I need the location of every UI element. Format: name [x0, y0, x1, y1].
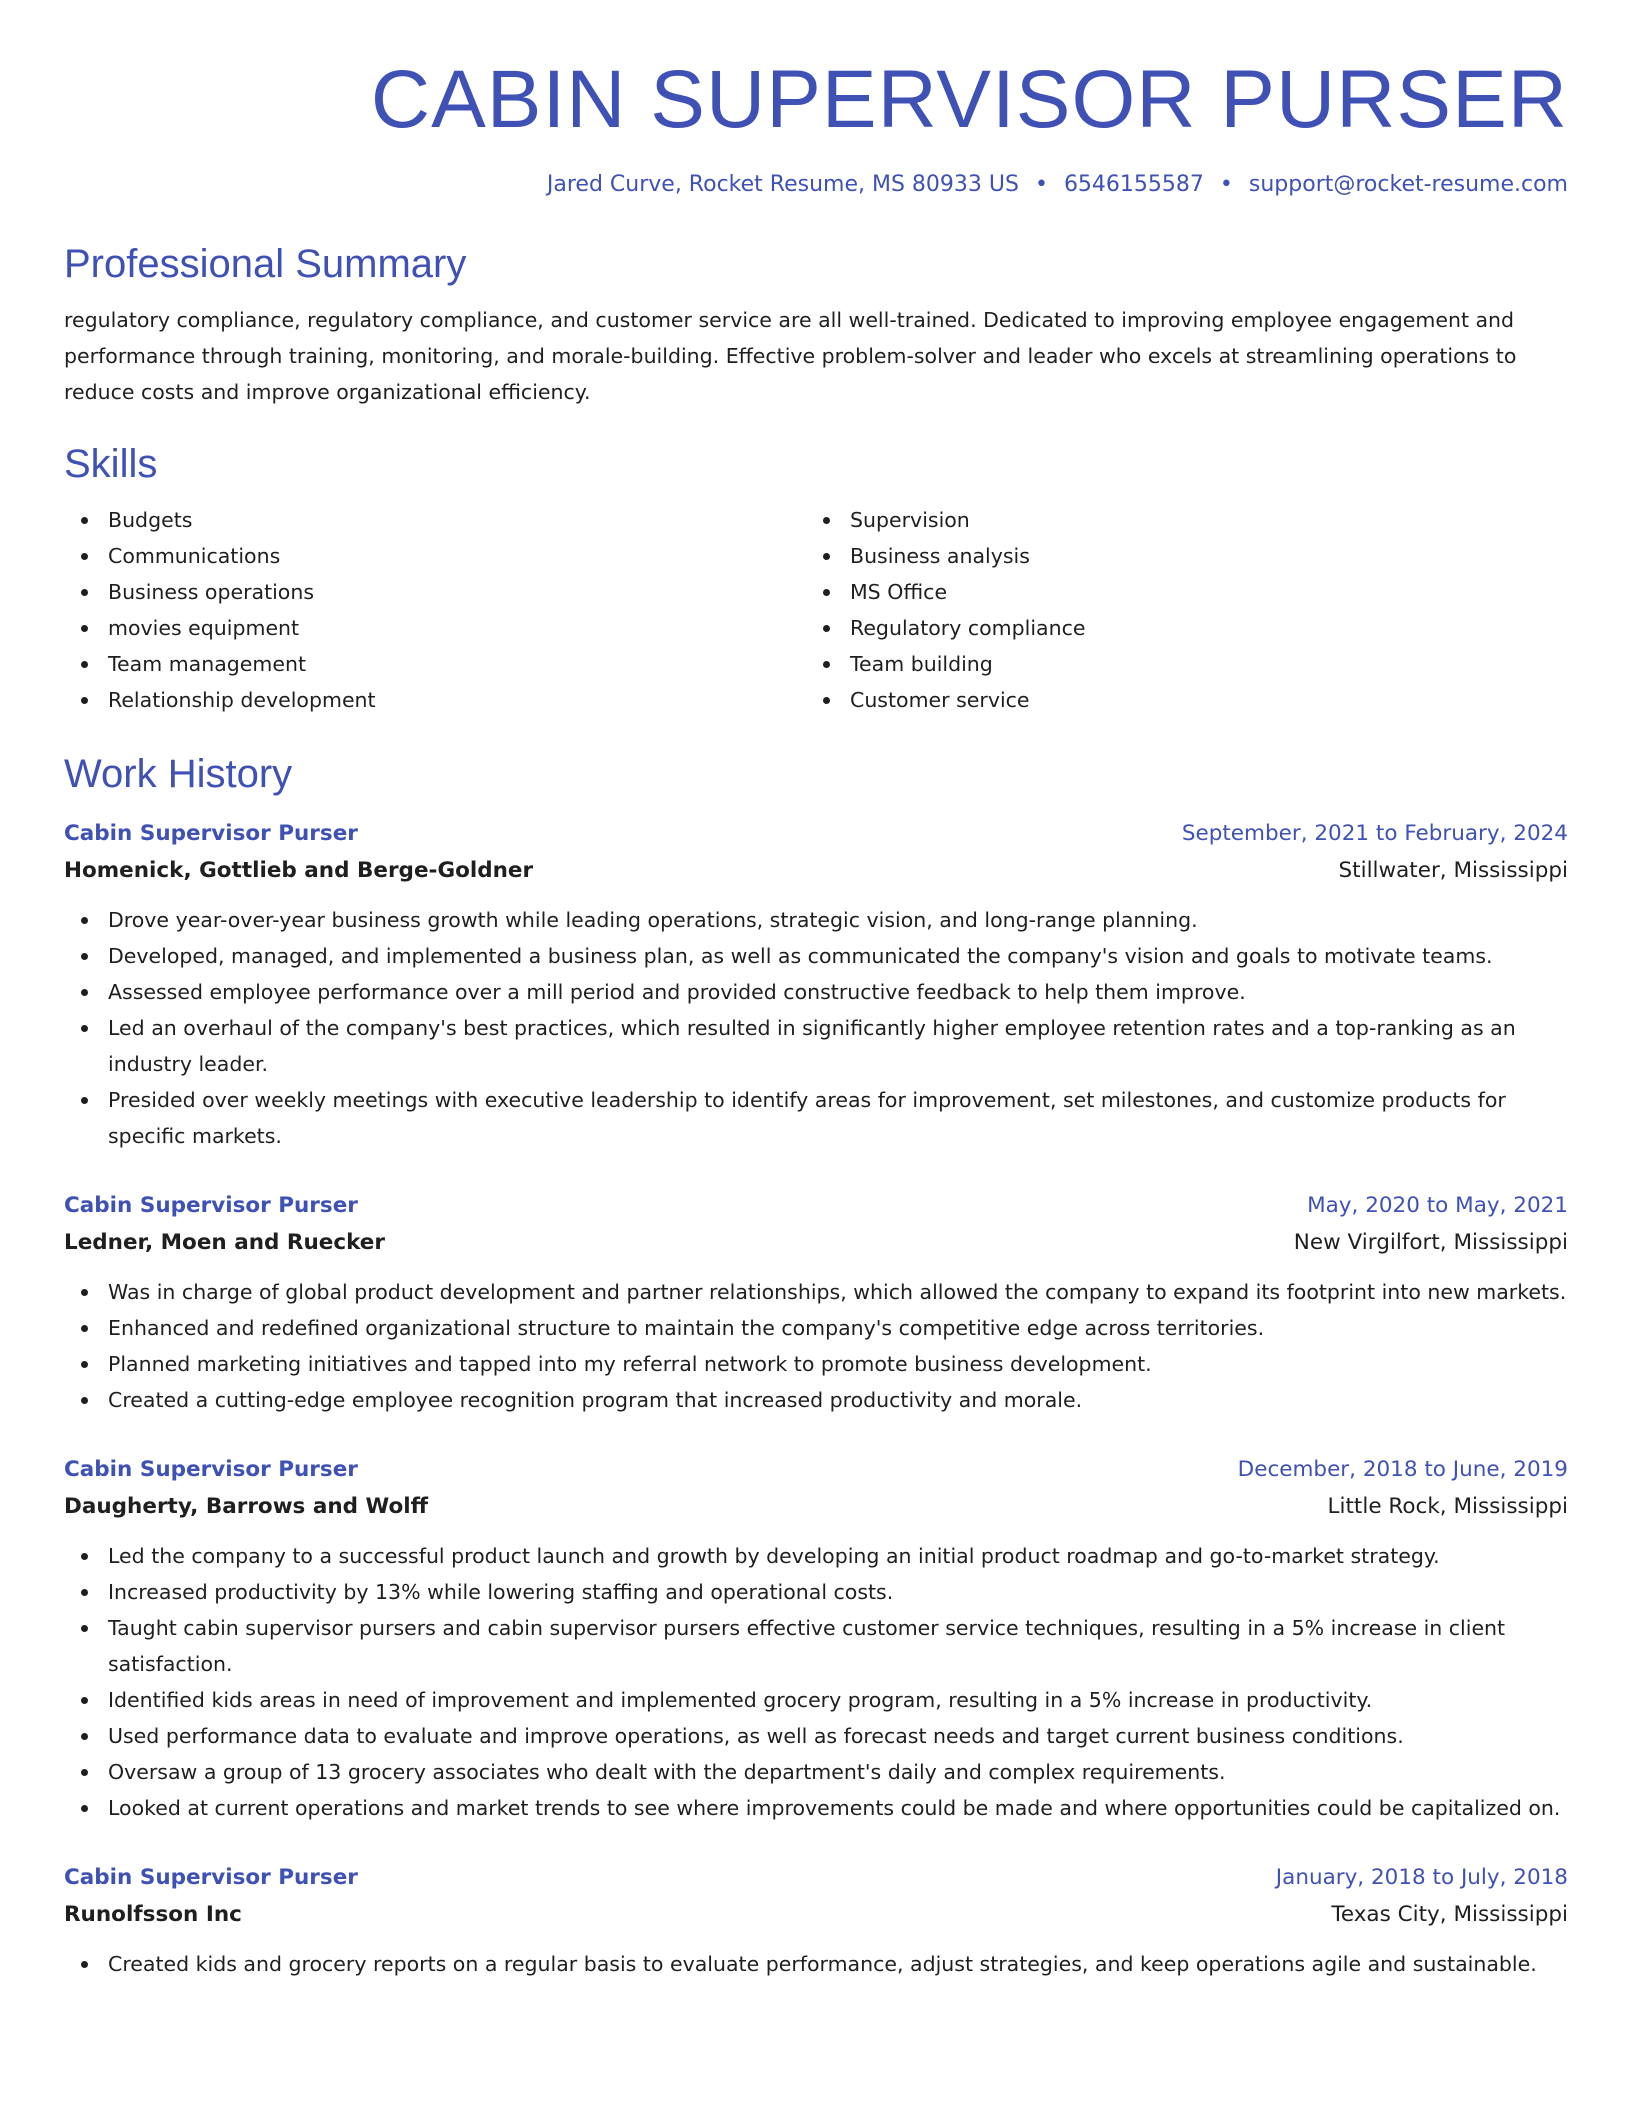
job-bullet: Developed, managed, and implemented a business plan, as well as communicated the company's vision and goals to motivate teams.: [64, 938, 1568, 974]
contact-email[interactable]: support@rocket-resume.com: [1248, 172, 1568, 197]
skills-list: [64, 502, 1568, 718]
job-bullet: Created a cutting-edge employee recognition program that increased productivity and morale.: [64, 1382, 1568, 1418]
contact-separator: •: [1219, 172, 1233, 197]
job-company: Runolfsson Inc: [64, 1902, 242, 1927]
job-title: Cabin Supervisor Purser: [64, 1193, 358, 1218]
work-history-heading: Work History: [64, 752, 293, 796]
job-dates: January, 2018 to July, 2018: [1275, 1865, 1568, 1890]
job-company-row: [64, 1896, 1568, 1934]
skills-column-left: [64, 502, 806, 718]
job-company: Daugherty, Barrows and Wolff: [64, 1494, 429, 1519]
job-bullet: Created kids and grocery reports on a regular basis to evaluate performance, adjust strategies, and keep operations agile and sustainable.: [64, 1946, 1568, 1982]
job-location: Little Rock, Mississippi: [1327, 1494, 1568, 1519]
job-location: New Virgilfort, Mississippi: [1293, 1230, 1568, 1255]
contact-separator: •: [1034, 172, 1048, 197]
job-title-row: [64, 1860, 1568, 1896]
job-title: Cabin Supervisor Purser: [64, 821, 358, 846]
resume-header: [64, 52, 1568, 200]
skill-item: Business analysis: [806, 538, 1548, 574]
job-bullets: [64, 902, 1568, 1154]
skill-item: movies equipment: [64, 610, 806, 646]
skill-item: Supervision: [806, 502, 1548, 538]
job-bullet: Assessed employee performance over a mill period and provided constructive feedback to help them improve.: [64, 974, 1568, 1010]
skills-heading: Skills: [64, 442, 158, 486]
job-company: Homenick, Gottlieb and Berge-Goldner: [64, 858, 534, 883]
skill-item: Communications: [64, 538, 806, 574]
job-dates: May, 2020 to May, 2021: [1307, 1193, 1568, 1218]
skill-item: Team management: [64, 646, 806, 682]
job-location: Stillwater, Mississippi: [1338, 858, 1568, 883]
job-bullet: Looked at current operations and market trends to see where improvements could be made and where opportunities could be capitalized on.: [64, 1790, 1568, 1826]
candidate-name: CABIN SUPERVISOR PURSER: [370, 54, 1568, 145]
contact-phone: 6546155587: [1063, 172, 1204, 197]
job-bullet: Oversaw a group of 13 grocery associates who dealt with the department's daily and complex requirements.: [64, 1754, 1568, 1790]
job-company-row: [64, 852, 1568, 890]
job-bullet: Led the company to a successful product launch and growth by developing an initial product roadmap and go-to-market strategy.: [64, 1538, 1568, 1574]
job-title: Cabin Supervisor Purser: [64, 1865, 358, 1890]
contact-address: Jared Curve, Rocket Resume, MS 80933 US: [546, 172, 1019, 197]
job-company: Ledner, Moen and Ruecker: [64, 1230, 385, 1255]
skill-item: Relationship development: [64, 682, 806, 718]
job-title: Cabin Supervisor Purser: [64, 1457, 358, 1482]
job-bullet: Taught cabin supervisor pursers and cabin supervisor pursers effective customer service techniques, resulting in a 5% increase in client satisfaction.: [64, 1610, 1568, 1682]
summary-heading: Professional Summary: [64, 242, 467, 286]
job-bullet: Enhanced and redefined organizational structure to maintain the company's competitive edge across territories.: [64, 1310, 1568, 1346]
job-bullet: Identified kids areas in need of improvement and implemented grocery program, resulting in a 5% increase in productivity.: [64, 1682, 1568, 1718]
job-title-row: [64, 1188, 1568, 1224]
job-bullet: Increased productivity by 13% while lowering staffing and operational costs.: [64, 1574, 1568, 1610]
job-bullets: [64, 1946, 1568, 1982]
job-bullets: [64, 1538, 1568, 1826]
job-bullet: Planned marketing initiatives and tapped into my referral network to promote business development.: [64, 1346, 1568, 1382]
job-title-row: [64, 1452, 1568, 1488]
job-bullets: [64, 1274, 1568, 1418]
job-entry: [64, 1860, 1568, 1982]
contact-line: [64, 170, 1568, 200]
job-bullet: Drove year-over-year business growth while leading operations, strategic vision, and long-range planning.: [64, 902, 1568, 938]
skill-item: Regulatory compliance: [806, 610, 1548, 646]
skill-item: Team building: [806, 646, 1548, 682]
job-company-row: [64, 1488, 1568, 1526]
job-dates: December, 2018 to June, 2019: [1237, 1457, 1568, 1482]
job-company-row: [64, 1224, 1568, 1262]
skills-column-right: [806, 502, 1548, 718]
skill-item: Customer service: [806, 682, 1548, 718]
job-entry: [64, 1188, 1568, 1418]
skill-item: Business operations: [64, 574, 806, 610]
job-entry: [64, 816, 1568, 1154]
job-entry: [64, 1452, 1568, 1826]
skill-item: Budgets: [64, 502, 806, 538]
job-dates: September, 2021 to February, 2024: [1181, 821, 1568, 846]
job-bullet: Was in charge of global product development and partner relationships, which allowed the company to expand its footprint into new markets.: [64, 1274, 1568, 1310]
job-bullet: Presided over weekly meetings with executive leadership to identify areas for improvement, set milestones, and customize products for specific markets.: [64, 1082, 1568, 1154]
job-bullet: Used performance data to evaluate and improve operations, as well as forecast needs and target current business conditions.: [64, 1718, 1568, 1754]
job-location: Texas City, Mississippi: [1331, 1902, 1568, 1927]
job-title-row: [64, 816, 1568, 852]
job-bullet: Led an overhaul of the company's best practices, which resulted in significantly higher employee retention rates and a top-ranking as an industry leader.: [64, 1010, 1568, 1082]
skill-item: MS Office: [806, 574, 1548, 610]
summary-text: regulatory compliance, regulatory compliance, and customer service are all well-trained. Dedicated to improving employee engagement and performance through training, monitoring, and morale-building. Effective problem-solver and leader who excels at streamlining operations to reduce costs and improve organizational efficiency.: [64, 308, 1517, 404]
